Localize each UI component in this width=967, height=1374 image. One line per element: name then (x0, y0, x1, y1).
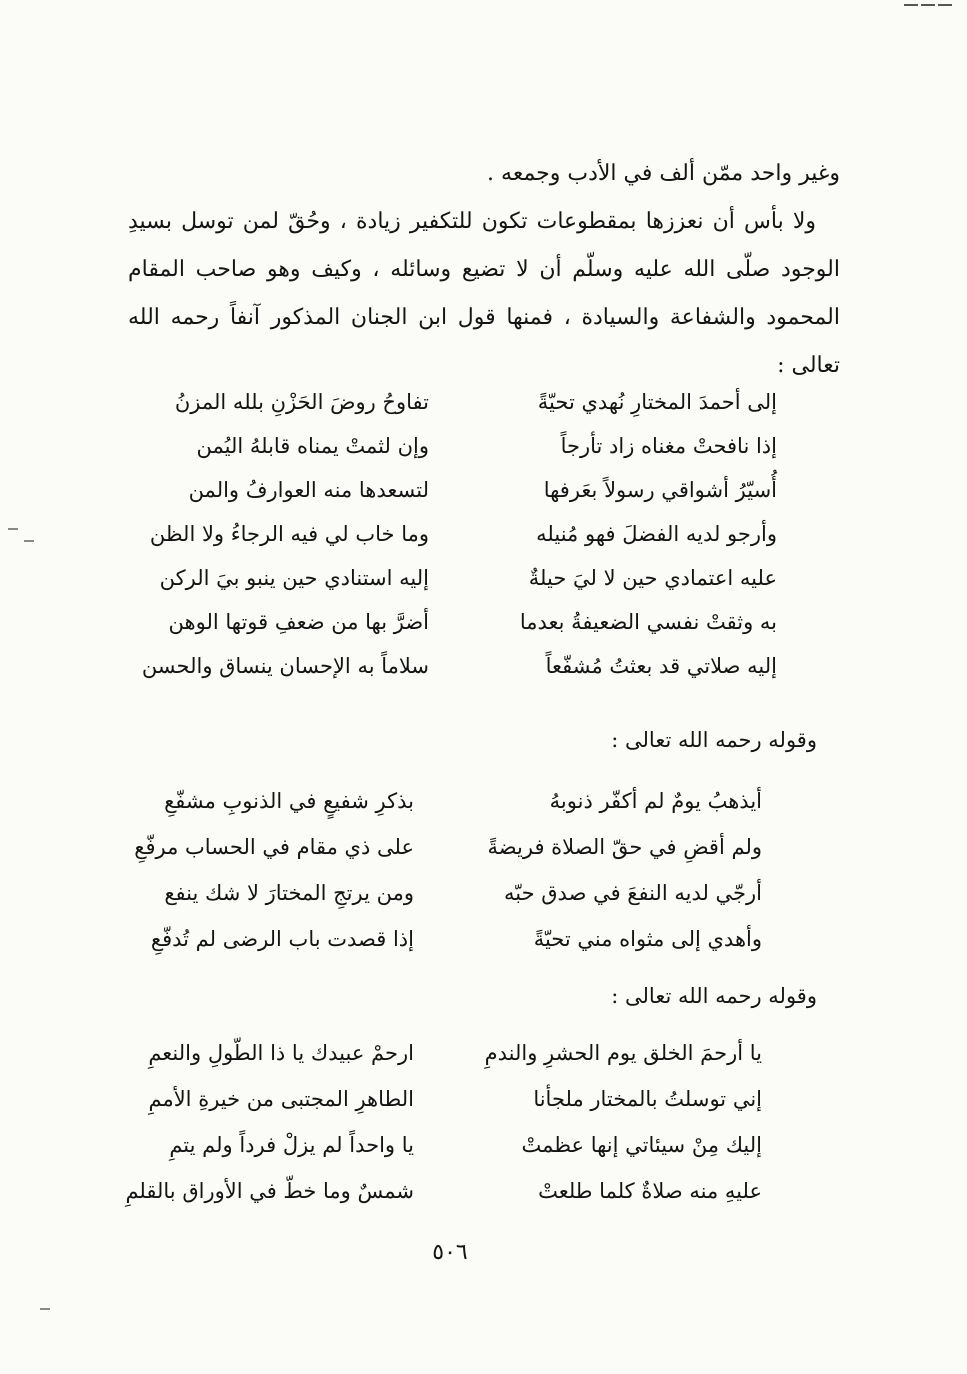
second-hemistich: أضرَّ بها من ضعفِ قوتها الوهن (168, 610, 429, 634)
poem-verse (124, 1168, 762, 1214)
second-hemistich: ومن يرتجِ المختارَ لا شك ينفع (164, 881, 414, 905)
first-hemistich: أيذهبُ يومٌ لم أكفّر ذنوبهُ (549, 789, 762, 813)
poem-verse (139, 556, 777, 600)
second-hemistich: على ذي مقام في الحساب مرفّعِ (134, 835, 414, 859)
poem-verse (124, 778, 762, 824)
poem-verse (124, 1030, 762, 1076)
poem-verse (139, 468, 777, 512)
poem-verse (124, 1076, 762, 1122)
first-hemistich: يا أرحمَ الخلق يوم الحشرِ والندمِ (484, 1041, 762, 1065)
second-hemistich: ارحمْ عبيدك يا ذا الطّولِ والنعمِ (148, 1041, 414, 1065)
second-hemistich: سلاماً به الإحسان ينساق والحسن (141, 654, 429, 678)
poem-verse (124, 916, 762, 962)
poem-second (124, 778, 762, 962)
poem-verse (139, 512, 777, 556)
poem-verse (139, 644, 777, 688)
poem-introduction: وقوله رحمه الله تعالى : (611, 728, 817, 752)
second-hemistich: لتسعدها منه العوارفُ والمن (188, 478, 429, 502)
second-hemistich: وإن لثمتْ يمناه قابلهُ اليُمن (196, 434, 429, 458)
first-hemistich: عليه اعتمادي حين لا ليَ حيلةٌ (528, 566, 777, 590)
first-hemistich: إلى أحمدَ المختارِ نُهدي تحيّةً (537, 390, 777, 414)
first-hemistich: وأهدي إلى مثواه مني تحيّةً (533, 927, 762, 951)
margin-mark (24, 540, 34, 542)
poem-verse (139, 600, 777, 644)
second-hemistich: إليه استنادي حين ينبو بيَ الركن (159, 566, 429, 590)
poem-verse (139, 424, 777, 468)
second-hemistich: الطاهرِ المجتبى من خيرةِ الأممِ (148, 1087, 414, 1111)
poem-verse (124, 870, 762, 916)
poem-first (139, 380, 777, 688)
poem-verse (124, 1122, 762, 1168)
first-hemistich: إليك مِنْ سيئاتي إنها عظمتْ (521, 1133, 762, 1157)
second-hemistich: تفاوحُ روضَ الحَزْنِ بلله المزنُ (174, 390, 429, 414)
poem-third (124, 1030, 762, 1214)
prose-paragraph: وغير واحد ممّن ألف في الأدب وجمعه . (487, 161, 840, 186)
first-hemistich: إذا نافحتْ مغناه زاد تأرجاً (560, 434, 777, 458)
second-hemistich: يا واحداً لم يزلْ فرداً ولم يتمِ (169, 1133, 414, 1157)
second-hemistich: بذكرِ شفيعٍ في الذنوبِ مشفّعِ (164, 789, 414, 813)
prose-block (128, 150, 840, 390)
first-hemistich: إني توسلتُ بالمختار ملجأنا (533, 1087, 762, 1111)
page-number: ٥٠٦ (432, 1240, 468, 1265)
first-hemistich: ولم أقضِ في حقّ الصلاة فريضةً (487, 835, 762, 859)
prose-paragraph: ولا بأس أن نعززها بمقطوعات تكون للتكفير زيادة ، وحُقّ لمن توسل بسيدِ الوجود صلّى الله عليه وسلّم أن لا تضيع وسائله ، وكيف وهو صاحب المقام المحمود والشفاعة والسيادة ، فمنها قول ابن الجنان المذكور آنفاً رحمه الله تعالى : (128, 209, 841, 378)
first-hemistich: أُسيّرُ أشواقي رسولاً بعَرفها (543, 478, 777, 502)
poem-introduction: وقوله رحمه الله تعالى : (611, 984, 817, 1008)
scan-corner-marks (901, 0, 953, 12)
second-hemistich: إذا قصدت باب الرضى لم تُدفّعِ (150, 927, 414, 951)
first-hemistich: به وثقتْ نفسي الضعيفةُ بعدما (519, 610, 777, 634)
poem-verse (124, 824, 762, 870)
second-hemistich: وما خاب لي فيه الرجاءُ ولا الظن (149, 522, 429, 546)
first-hemistich: وأرجو لديه الفضلَ فهو مُنيله (536, 522, 777, 546)
first-hemistich: عليهِ منه صلاةٌ كلما طلعتْ (538, 1179, 762, 1203)
first-hemistich: أرجّي لديه النفعَ في صدق حبّه (504, 881, 762, 905)
second-hemistich: شمسٌ وما خطّ في الأوراق بالقلمِ (125, 1179, 414, 1203)
poem-verse (139, 380, 777, 424)
margin-mark (8, 528, 18, 530)
first-hemistich: إليه صلاتي قد بعثتُ مُشفّعاً (545, 654, 777, 678)
margin-mark (40, 1308, 50, 1310)
